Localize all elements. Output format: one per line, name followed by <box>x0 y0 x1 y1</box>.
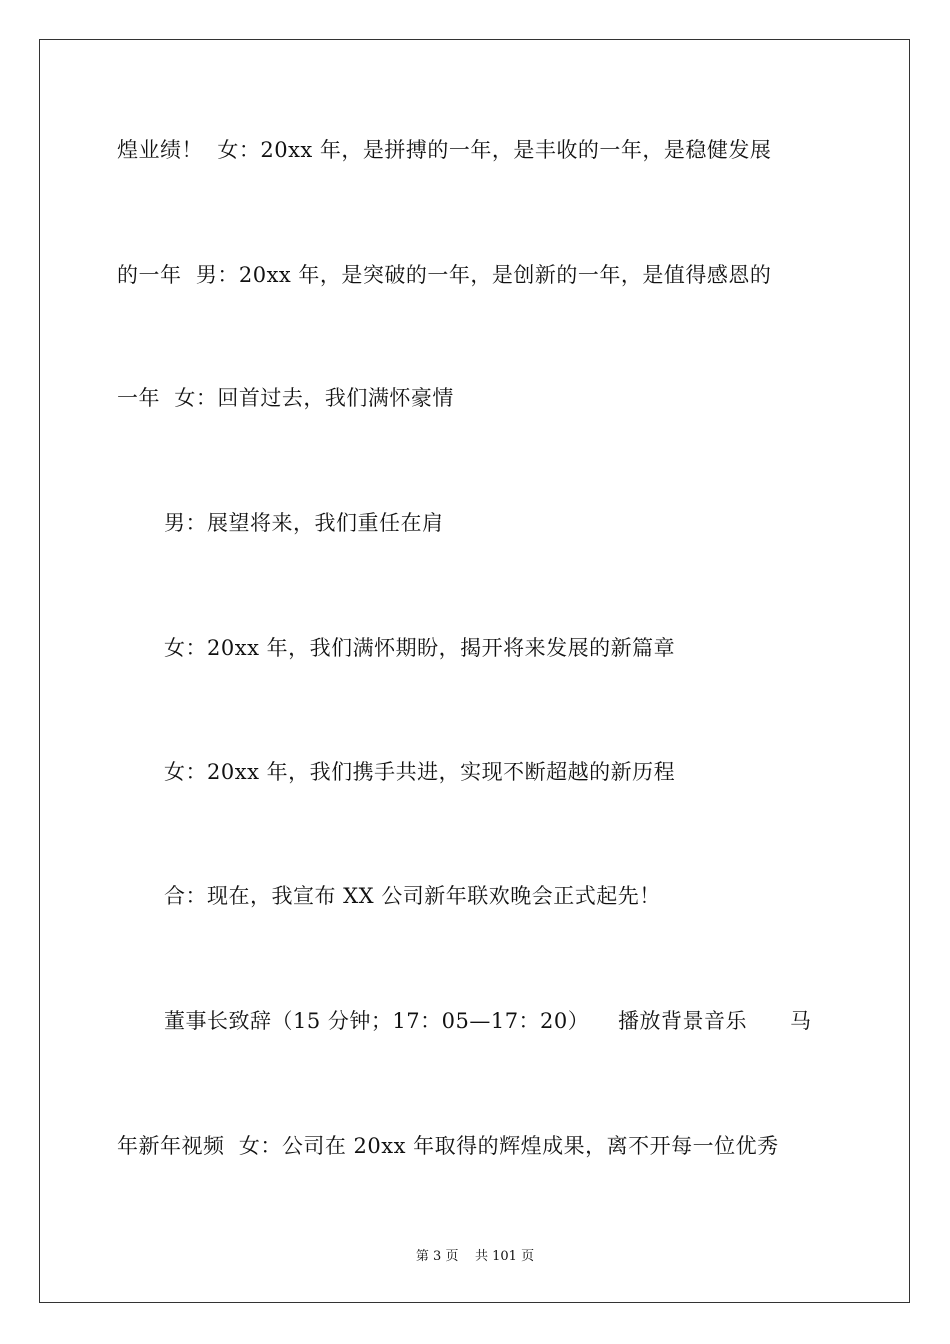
body-line-5: 女：20xx 年，我们满怀期盼，揭开将来发展的新篇章 <box>164 636 676 660</box>
body-line-9: 年新年视频 女：公司在 20xx 年取得的辉煌成果，离不开每一位优秀 <box>117 1134 779 1158</box>
body-line-3: 一年 女：回首过去，我们满怀豪情 <box>117 386 454 410</box>
body-line-6: 女：20xx 年，我们携手共进，实现不断超越的新历程 <box>164 760 676 784</box>
body-line-8: 董事长致辞（15 分钟；17：05—17：20） 播放背景音乐 马 <box>164 1009 812 1033</box>
page-frame <box>39 39 910 1303</box>
body-line-1: 煌业绩！ 女：20xx 年，是拼搏的一年，是丰收的一年，是稳健发展 <box>117 138 772 162</box>
page-number-footer: 第 3 页 共 101 页 <box>415 1249 535 1264</box>
body-line-2: 的一年 男：20xx 年，是突破的一年，是创新的一年，是值得感恩的 <box>117 263 772 287</box>
body-line-4: 男：展望将来，我们重任在肩 <box>164 511 444 535</box>
body-line-7: 合：现在，我宣布 XX 公司新年联欢晚会正式起先！ <box>164 884 661 908</box>
